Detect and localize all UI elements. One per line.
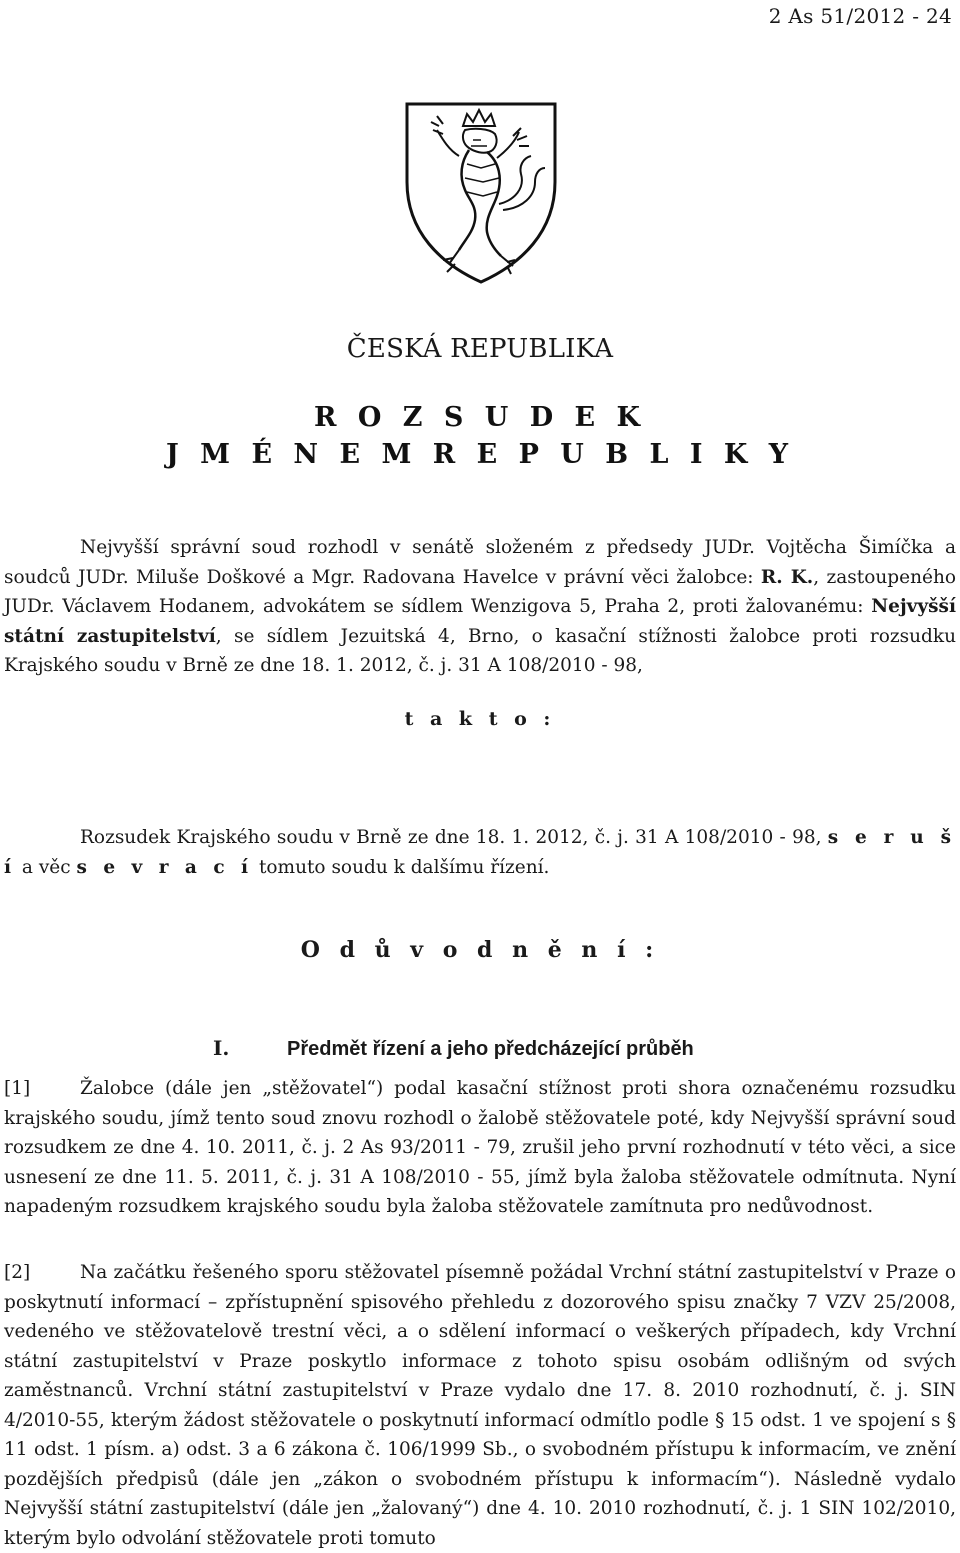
plaintiff-name: R. K.	[760, 566, 814, 588]
paragraph-text: Na začátku řešeného sporu stěžovatel písemně požádal Vrchní státní zastupitelství v Praze o poskytnutí informací – zpřístupnění spisového přehledu z dozorového spisu značky 7 VZV 25/2008, vedeného ve stěžovatelově trestní věci, a o sdělení informací o veškerých případech, kdy Vrchní státní zastupitelství v Praze poskytlo informace z tohoto spisu osobám odlišným od svých zaměstnanců. Vrchní státní zastupitelství v Praze vydalo dne 17. 8. 2010 rozhodnutí, č. j. SIN 4/2010-55, kterým žádost stěžovatele o poskytnutí informací odmítlo podle § 15 odst. 1 ve spojení s § 11 odst. 1 písm. a) odst. 3 a 6 zákona č. 106/1999 Sb., o svobodném přístupu k informacím, ve znění pozdějších předpisů (dále jen „zákon o svobodném přístupu k informacím“). Následně vydalo Nejvyšší státní zastupitelství (dále jen „žalovaný“) dne 4. 10. 2010 rozhodnutí, č. j. 1 SIN 102/2010, kterým bylo odvolání stěžovatele proti tomuto	[4, 1262, 956, 1549]
intro-text-3: , se sídlem Jezuitská 4, Brno, o kasační stížnosti žalobce proti rozsudku Krajského soudu v Brně ze dne 18. 1. 2012, č. j. 31 A 108/2010 - 98,	[4, 625, 956, 676]
verdict-paragraph	[4, 823, 956, 882]
verdict-returned: s e v r a c í	[76, 856, 254, 878]
judgment-heading: R O Z S U D E K	[314, 402, 646, 433]
section-number: I.	[213, 1036, 230, 1060]
verdict-text-3: tomuto soudu k dalšímu řízení.	[253, 856, 550, 878]
paragraph-number: [1]	[4, 1078, 31, 1099]
intro-text-1: Nejvyšší správní soud rozhodl v senátě složeném z předsedy JUDr. Vojtěcha Šimíčka a soudců JUDr. Miluše Doškové a Mgr. Radovana Havelce v právní věci žalobce:	[4, 537, 956, 588]
paragraph-1	[4, 1074, 956, 1222]
reasoning-heading: O d ů v o d n ě n í :	[300, 937, 660, 963]
takto-heading: t a k t o :	[404, 708, 556, 730]
defendant-name: Nejvyšší státní zastupitelství	[4, 596, 956, 647]
paragraph-text: Žalobce (dále jen „stěžovatel“) podal kasační stížnost proti shora označenému rozsudku krajského soudu, jímž tento soud znovu rozhodl o žalobě stěžovatele poté, kdy Nejvyšší správní soud rozsudkem ze dne 4. 10. 2011, č. j. 2 As 93/2011 - 79, zrušil jeho první rozhodnutí v této věci, a sice usnesení ze dne 11. 5. 2011, č. j. 31 A 108/2010 - 55, jímž byla žaloba stěžovatele odmítnuta. Nyní napadeným rozsudkem krajského soudu byla žaloba stěžovatele zamítnuta pro nedůvodnost.	[4, 1078, 956, 1217]
section-heading	[213, 1036, 694, 1061]
paragraph-2	[4, 1258, 956, 1553]
intro-text-2: , zastoupeného JUDr. Václavem Hodanem, advokátem se sídlem Wenzigova 5, Praha 2, proti žalovanému:	[4, 566, 956, 617]
verdict-annulled: s e r u š í	[4, 827, 956, 878]
intro-paragraph	[4, 533, 956, 681]
verdict-text-1: Rozsudek Krajského soudu v Brně ze dne 18. 1. 2012, č. j. 31 A 108/2010 - 98,	[80, 827, 828, 848]
paragraph-number: [2]	[4, 1262, 31, 1283]
case-number: 2 As 51/2012 - 24	[768, 4, 952, 28]
verdict-text-2: a věc	[16, 856, 77, 878]
czech-lion-coat-of-arms-icon	[403, 100, 559, 286]
country-name: ČESKÁ REPUBLIKA	[346, 334, 614, 364]
judgment-subheading: J M É N E M R E P U B L I K Y	[165, 439, 795, 470]
section-title: Předmět řízení a jeho předcházející průběh	[287, 1038, 694, 1060]
